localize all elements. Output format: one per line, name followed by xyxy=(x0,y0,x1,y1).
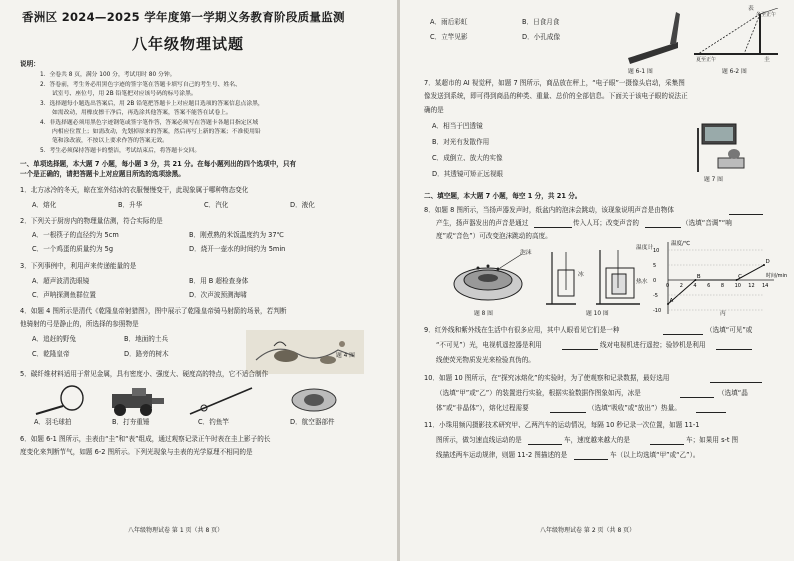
chart-x-tick-label: 10 xyxy=(734,283,741,289)
q5-stem: 5．碳纤维材料适用于常见金属，具有密度小、强度大、硬度高的特点，它不适合制作 xyxy=(20,370,269,378)
q7-stem: 7．某超市的 AI 视觉秤，如题 7 图所示，商品放在秤上，“电子眼”一摄像头启动，采集图 xyxy=(424,79,685,87)
fig-6-2-label-biao: 表 xyxy=(748,6,754,12)
note-line: 2．答卷前，考生务必用黑色字迹的签字笔在答题卡填写自己的考生号、姓名、 xyxy=(40,82,241,88)
exam-header: 香洲区 2024—2025 学年度第一学期义务教育阶段质量监测 xyxy=(22,10,345,24)
q9-stem: 9．红外线和紫外线在生活中有很多应用，其中人眼看见它们是一种 xyxy=(424,326,620,334)
q5-option: D．航空器部件 xyxy=(290,418,335,426)
q7-option: D．其透镜可矫正远视眼 xyxy=(432,170,504,178)
q4-option: A．追赶的野兔 xyxy=(32,335,77,343)
notes-label: 说明： xyxy=(20,60,40,68)
gnomon-figure-6-1 xyxy=(624,8,682,70)
q7-option: A．相当于凹透镜 xyxy=(432,122,483,130)
q3-option: A．超声波清洗眼镜 xyxy=(32,277,90,285)
q3-stem: 3．下列事例中，利用声来传递能量的是 xyxy=(20,262,137,270)
note-line: 如需改动，用橡皮擦干净后，再选涂其他答案，答案不能答在试卷上。 xyxy=(52,110,232,116)
q3-option: D．次声波预测海啸 xyxy=(189,291,247,299)
section2-instruction: 二、填空题，本大题 7 小题，每空 1 分，共 21 分。 xyxy=(424,192,582,200)
chart-point-label: B xyxy=(696,274,701,280)
q11-stem: 11．小珠用频闪摄影技术研究甲、乙两汽车的运动情况，每隔 10 秒记录一次位置，如题 11-1 xyxy=(424,421,700,429)
q8-stem: 产生，扬声器发出的声音是通过 xyxy=(436,219,529,227)
q1-option: A．熔化 xyxy=(32,201,57,209)
q3-option: B．用 B 超检查身体 xyxy=(189,277,249,285)
rammer-machine-icon xyxy=(104,384,170,418)
fig-label-6-1: 题 6-1 图 xyxy=(628,69,653,75)
q9-blank[interactable] xyxy=(562,349,598,350)
q5-option: B．打夯重锤 xyxy=(112,418,150,426)
chart-x-tick-label: 8 xyxy=(720,283,725,289)
q9-stem: 线使荧光物质发光来检验真伪的。 xyxy=(436,356,535,364)
hot-water-label: 热水 xyxy=(636,279,648,285)
q7-stem: 像发送到系统，即可得到商品的种类、重量、总价的全部信息。下面关于该电子眼的说法正 xyxy=(424,92,688,100)
chart-x-tick-label: 14 xyxy=(762,283,769,289)
fig-6-2-label-gui: 圭 xyxy=(764,57,770,63)
note-line: 4．非选择题必须用黑色字迹钢笔或签字笔作答，答案必须写在答题卡各题目指定区域 xyxy=(40,120,259,126)
q10-blank[interactable] xyxy=(680,397,714,398)
q11-stem: 图所示，做匀速直线运动的是 xyxy=(436,436,522,444)
chart-x-tick-label: 0 xyxy=(666,283,670,289)
q10-stem: （选填“晶 xyxy=(718,389,748,397)
chart-point-label: D xyxy=(765,259,770,265)
chart-label: 丙 xyxy=(720,311,726,317)
q10-blank[interactable] xyxy=(696,412,726,413)
q6-option: D．小孔成像 xyxy=(522,33,561,41)
q6-option: A．雨后彩虹 xyxy=(430,18,468,26)
chart-y-tick-label: 0 xyxy=(653,278,657,284)
q2-stem: 2．下列关于厨房内的物理量估测，符合实际的是 xyxy=(20,217,163,225)
q10-blank[interactable] xyxy=(710,382,762,383)
q8-blank[interactable] xyxy=(534,227,572,228)
q11-stem: 车，速度越来越大的是 xyxy=(564,436,630,444)
q1-option: D．液化 xyxy=(290,201,315,209)
q5-option: C．钓鱼竿 xyxy=(198,418,229,426)
q3-option: C．声呐探测鱼群位置 xyxy=(32,291,96,299)
q1-option: B．升华 xyxy=(118,201,143,209)
page-footer: 八年级物理试卷 第 2 页（共 8 页） xyxy=(540,527,636,534)
thermometer-label: 温度计 xyxy=(636,245,654,251)
q4-stem: 他骑射的弓是静止的，所选择的参照物是 xyxy=(20,320,139,328)
q8-blank[interactable] xyxy=(729,214,763,215)
section1-instruction: 一个是正确的，请把答题卡上对应题目所选的选项涂黑。 xyxy=(20,170,185,178)
fig-6-2-label-summer: 夏至正午 xyxy=(696,57,717,63)
note-line: 5．考生必须保持答题卡的整洁，考试结束后，将答题卡交回。 xyxy=(40,148,201,154)
ice-label: 冰 xyxy=(578,272,584,278)
fig-6-2-label-winter: 冬至正午 xyxy=(756,12,777,18)
q4-option: D．路旁的树木 xyxy=(124,350,169,358)
note-line: 内相应位置上；如需改动，先划掉原来的答案，然后再写上新的答案；不准使用铅 xyxy=(52,129,261,135)
q8-stem: 度”或“音色”）可改变泡沫跳动的高度。 xyxy=(436,232,552,240)
q10-stem: 体”或“非晶体”），熔化过程需要 xyxy=(436,404,529,412)
q10-stem: 10．如题 10 图所示，在“探究冰熔化”的实验时，为了使观察和记录数据，最好选用 xyxy=(424,374,670,382)
q6-stem: 6．如题 6-1 图所示，圭表由“圭”和“表”组成，通过观察记录正午时表在圭上影子的长 xyxy=(20,435,271,443)
note-line: 试室号、座位号，用 2B 铅笔把对应该号码的标号涂黑。 xyxy=(52,91,197,97)
q7-option: B．对光有发散作用 xyxy=(432,138,490,146)
q6-stem: 度变化来判断节气，如题 6-2 图所示。下列光现象与圭表的光学原理不相同的是 xyxy=(20,448,253,456)
q9-blank[interactable] xyxy=(663,334,703,335)
q10-blank[interactable] xyxy=(550,412,586,413)
q4-option: C．乾隆皇帝 xyxy=(32,350,70,358)
q9-stem: 线对电视机进行遥控；验钞机是利用 xyxy=(600,341,706,349)
chart-y-tick-label: 5 xyxy=(653,263,657,269)
ai-scale-figure xyxy=(688,118,758,176)
chart-y-tick-label: -10 xyxy=(653,308,662,314)
q2-option: B．刚煮熟的米饭温度约为 37℃ xyxy=(189,231,284,239)
q1-option: C．汽化 xyxy=(204,201,229,209)
chart-point-label: A xyxy=(669,298,674,304)
q7-fig-label: 题 7 图 xyxy=(704,177,723,183)
q11-blank[interactable] xyxy=(528,444,562,445)
q11-blank[interactable] xyxy=(650,444,684,445)
q10-stem: （选填“甲”或“乙”）的装置进行实验，根据实验数据作图象如丙，冰是 xyxy=(436,389,641,397)
temperature-time-chart xyxy=(652,238,790,318)
chart-y-tick-label: -5 xyxy=(653,293,658,299)
foam-label: 泡沫 xyxy=(520,250,532,256)
q2-option: D．烧开一壶水的时间约为 5min xyxy=(189,245,286,253)
chart-x-tick-label: 4 xyxy=(693,283,697,289)
q2-option: C．一个鸡蛋的质量约为 5g xyxy=(32,245,114,253)
q11-stem: 车（以上均选填“甲”或“乙”）。 xyxy=(610,451,700,459)
q7-option: C．成倒立、放大的实像 xyxy=(432,154,503,162)
page-footer: 八年级物理试卷 第 1 页（共 8 页） xyxy=(128,527,224,534)
section1-instruction: 一、单项选择题，本大题 7 小题，每小题 3 分，共 21 分。在每小题列出的四个选项中，只有 xyxy=(20,160,297,168)
q11-stem: 车；如果用 s-t 图 xyxy=(686,436,739,444)
q6-option: C．立竿见影 xyxy=(430,33,468,41)
note-line: 3．选择题每小题选出答案后，用 2B 铅笔把答题卡上对应题目选项的答案信息点涂黑， xyxy=(40,101,264,107)
badminton-racket-icon xyxy=(30,384,90,418)
q11-blank[interactable] xyxy=(574,459,608,460)
q8-fig-label: 题 8 图 xyxy=(474,311,493,317)
chart-x-tick-label: 6 xyxy=(707,283,711,289)
q9-stem: “不可见”）光，电视机遥控器是利用 xyxy=(436,341,542,349)
chart-x-tick-label: 12 xyxy=(748,283,755,289)
q10-stem: （选填“吸收”或“放出”）热量。 xyxy=(588,404,681,412)
chart-x-label: 时间/min xyxy=(766,273,788,279)
melting-apparatus-figure xyxy=(540,246,644,308)
note-line: 1．全卷共 8 页，满分 100 分，考试用时 80 分钟。 xyxy=(40,72,176,78)
q2-option: A．一根筷子的直径约为 5cm xyxy=(32,231,119,239)
q9-stem: （选填“可见”或 xyxy=(706,326,753,334)
aircraft-engine-icon xyxy=(284,384,344,418)
chart-y-label: 温度/℃ xyxy=(671,241,691,247)
q4-option: B．地面的土兵 xyxy=(124,335,169,343)
fig-label-6-2: 题 6-2 图 xyxy=(722,69,747,75)
chart-x-tick-label: 2 xyxy=(679,283,683,289)
q7-stem: 确的是 xyxy=(424,106,444,114)
q11-stem: 线描述两车运动规律，则题 11-2 图描述的是 xyxy=(436,451,568,459)
q5-option: A．羽毛球拍 xyxy=(34,418,72,426)
fishing-rod-icon xyxy=(186,384,256,418)
q9-blank[interactable] xyxy=(716,349,752,350)
q8-stem: （选填“音调”“响 xyxy=(682,219,732,227)
chart-y-tick-label: 10 xyxy=(653,248,660,254)
q4-fig-label: 题 4 图 xyxy=(336,353,355,359)
chart-point-label: C xyxy=(738,274,742,280)
note-line: 笔和涂改液，不按以上要求作答的答案无效。 xyxy=(52,138,168,144)
page-title: 八年级物理试题 xyxy=(132,35,245,53)
q6-option: B．日食月食 xyxy=(522,18,560,26)
q8-stem: 8．如题 8 图所示，当扬声器发声时，纸盆内的泡沫会跳动，该现象说明声音是由物体 xyxy=(424,206,674,214)
q10-fig-label: 题 10 图 xyxy=(586,311,609,317)
q1-stem: 1．北方冰冷的冬天，晾在室外结冰的衣服慢慢变干，此现象属于哪种物态变化 xyxy=(20,186,249,194)
q8-stem: 传入人耳；改变声音的 xyxy=(573,219,639,227)
q8-blank[interactable] xyxy=(645,227,681,228)
page-2 xyxy=(400,0,794,561)
q4-stem: 4．如题 4 图所示是清代《乾隆皇帝射猎图》，图中展示了乾隆皇帝骑马射箭的场景，若判断 xyxy=(20,307,287,315)
